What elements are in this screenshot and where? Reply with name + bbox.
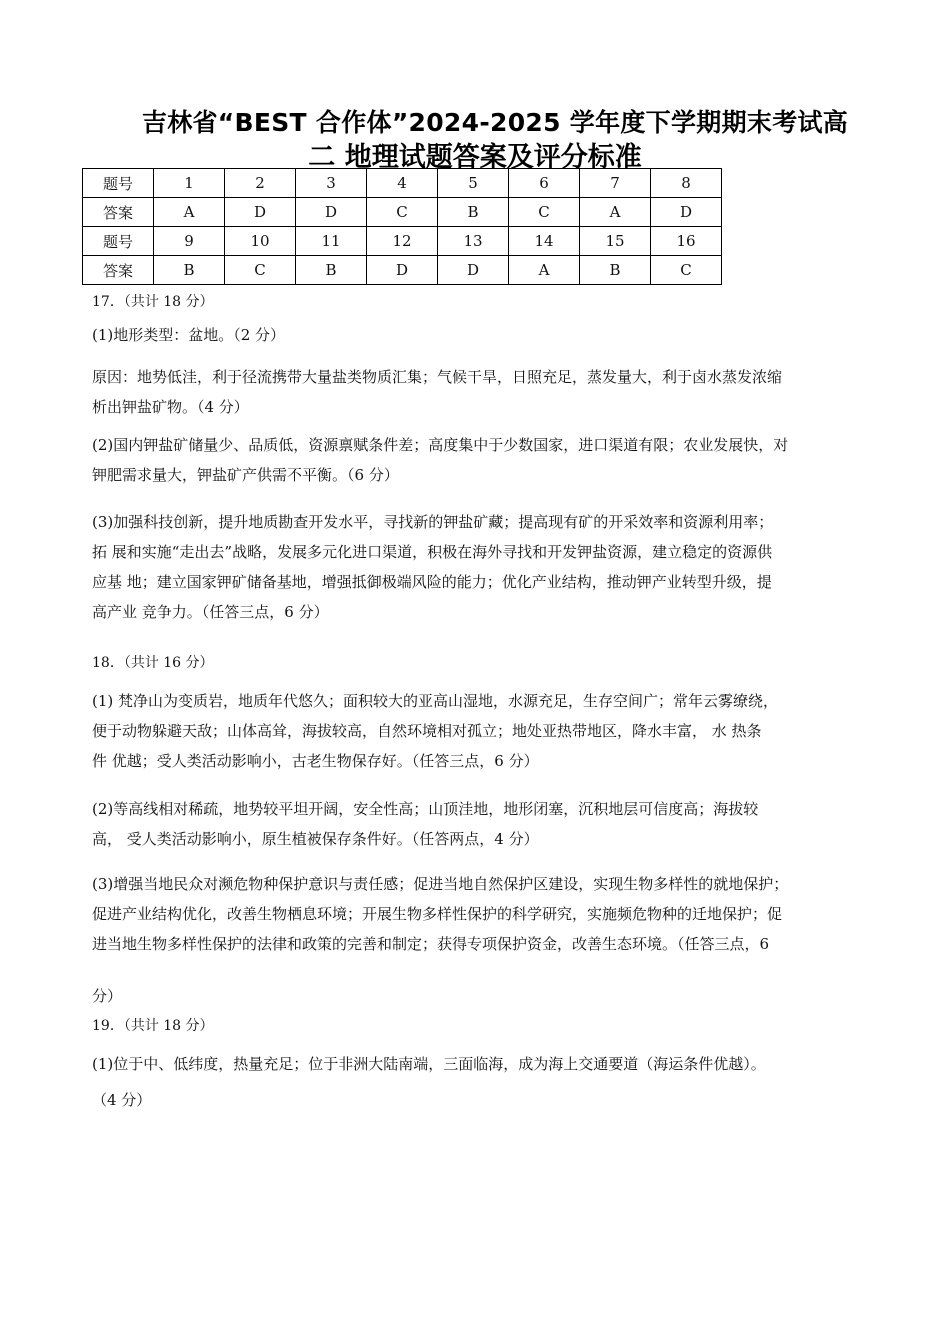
q17-part3 bbox=[92, 507, 870, 627]
table-cell: D bbox=[225, 198, 296, 227]
row-label: 答案 bbox=[83, 256, 154, 285]
row-label: 答案 bbox=[83, 198, 154, 227]
table-cell: 12 bbox=[367, 227, 438, 256]
table-cell: 6 bbox=[509, 169, 580, 198]
text-line: 促进产业结构优化，改善生物栖息环境；开展生物多样性保护的科学研究，实施频危物种的迁地保护；促 bbox=[92, 905, 783, 923]
text-line: 拓 展和实施“走出去”战略，发展多元化进口渠道，积极在海外寻找和开发钾盐资源，建立稳定的资源供 bbox=[92, 543, 773, 561]
text-line: 件 优越；受人类活动影响小，古老生物保存好。（任答三点，6 分） bbox=[92, 752, 539, 770]
text-line: (3)加强科技创新，提升地质勘查开发水平，寻找新的钾盐矿藏；提高现有矿的开采效率和资源利用率； bbox=[92, 513, 774, 531]
text-line: 析出钾盐矿物。（4 分） bbox=[92, 398, 249, 416]
q17-part2 bbox=[92, 430, 870, 490]
table-cell: 11 bbox=[296, 227, 367, 256]
table-row bbox=[83, 169, 722, 198]
table-cell: B bbox=[580, 256, 651, 285]
table-cell: 16 bbox=[651, 227, 722, 256]
text-line: （4 分） bbox=[92, 1091, 152, 1109]
table-cell: 13 bbox=[438, 227, 509, 256]
q18-part1 bbox=[92, 686, 870, 776]
table-cell: 14 bbox=[509, 227, 580, 256]
table-cell: A bbox=[154, 198, 225, 227]
table-cell: A bbox=[509, 256, 580, 285]
q19-part1 bbox=[92, 1049, 870, 1115]
table-row bbox=[83, 227, 722, 256]
table-cell: 7 bbox=[580, 169, 651, 198]
text-line: 分） bbox=[92, 987, 123, 1005]
table-cell: 3 bbox=[296, 169, 367, 198]
q18-part3 bbox=[92, 869, 870, 1011]
table-cell: 5 bbox=[438, 169, 509, 198]
table-cell: 9 bbox=[154, 227, 225, 256]
q18-part2 bbox=[92, 794, 870, 854]
q17-part1-reason bbox=[92, 362, 870, 422]
table-cell: 8 bbox=[651, 169, 722, 198]
row-label: 题号 bbox=[83, 227, 154, 256]
table-cell: 1 bbox=[154, 169, 225, 198]
table-cell: 10 bbox=[225, 227, 296, 256]
text-line: 便于动物躲避天敌；山体高耸，海拔较高，自然环境相对孤立；地处亚热带地区，降水丰富， 水 热条 bbox=[92, 722, 762, 740]
answer-table bbox=[82, 168, 722, 285]
table-cell: A bbox=[580, 198, 651, 227]
table-cell: C bbox=[651, 256, 722, 285]
q19-header: 19．（共计 18 分） bbox=[92, 1018, 214, 1034]
table-row bbox=[83, 198, 722, 227]
table-cell: D bbox=[438, 256, 509, 285]
q18-header: 18．（共计 16 分） bbox=[92, 655, 214, 671]
row-label: 题号 bbox=[83, 169, 154, 198]
text-line: 钾肥需求量大，钾盐矿产供需不平衡。（6 分） bbox=[92, 466, 399, 484]
text-line: 高产业 竞争力。（任答三点，6 分） bbox=[92, 603, 329, 621]
text-line: 应基 地；建立国家钾矿储备基地，增强抵御极端风险的能力；优化产业结构，推动钾产业转型升级，提 bbox=[92, 573, 772, 591]
table-cell: 2 bbox=[225, 169, 296, 198]
text-line: 原因：地势低洼，利于径流携带大量盐类物质汇集；气候干旱，日照充足，蒸发量大，利于卤水蒸发浓缩 bbox=[92, 368, 783, 386]
table-cell: C bbox=[367, 198, 438, 227]
q17-header: 17．（共计 18 分） bbox=[92, 294, 214, 310]
table-cell: D bbox=[651, 198, 722, 227]
text-line: (2)国内钾盐矿储量少、品质低，资源禀赋条件差；高度集中于少数国家，进口渠道有限；农业发展快，对 bbox=[92, 436, 789, 454]
table-cell: C bbox=[509, 198, 580, 227]
text-line: (2)等高线相对稀疏，地势较平坦开阔，安全性高；山顶洼地，地形闭塞，沉积地层可信度高；海拔较 bbox=[92, 800, 759, 818]
text-line: (1) 梵净山为变质岩，地质年代悠久；面积较大的亚高山湿地，水源充足，生存空间广；常年云雾缭绕， bbox=[92, 692, 779, 710]
text-line: (3)增强当地民众对濒危物种保护意识与责任感；促进当地自然保护区建设，实现生物多样性的就地保护； bbox=[92, 875, 789, 893]
table-cell: B bbox=[438, 198, 509, 227]
text-line: 高， 受人类活动影响小，原生植被保存条件好。（任答两点，4 分） bbox=[92, 830, 539, 848]
table-cell: 15 bbox=[580, 227, 651, 256]
text-line: (1)位于中、低纬度，热量充足；位于非洲大陆南端，三面临海，成为海上交通要道（海运条件优越）。 bbox=[92, 1055, 766, 1073]
table-cell: C bbox=[225, 256, 296, 285]
page-title-line-1: 吉林省“BEST 合作体”2024-2025 学年度下学期期末考试高 bbox=[141, 108, 849, 137]
table-cell: B bbox=[296, 256, 367, 285]
table-cell: B bbox=[154, 256, 225, 285]
table-cell: D bbox=[296, 198, 367, 227]
table-cell: D bbox=[367, 256, 438, 285]
table-cell: 4 bbox=[367, 169, 438, 198]
page-title-line-2: 二 地理试题答案及评分标准 bbox=[308, 142, 642, 173]
table-row bbox=[83, 256, 722, 285]
q17-part1: (1)地形类型：盆地。（2 分） bbox=[92, 326, 286, 344]
text-line: 进当地生物多样性保护的法律和政策的完善和制定；获得专项保护资金，改善生态环境。（任答三点，6 bbox=[92, 935, 770, 953]
